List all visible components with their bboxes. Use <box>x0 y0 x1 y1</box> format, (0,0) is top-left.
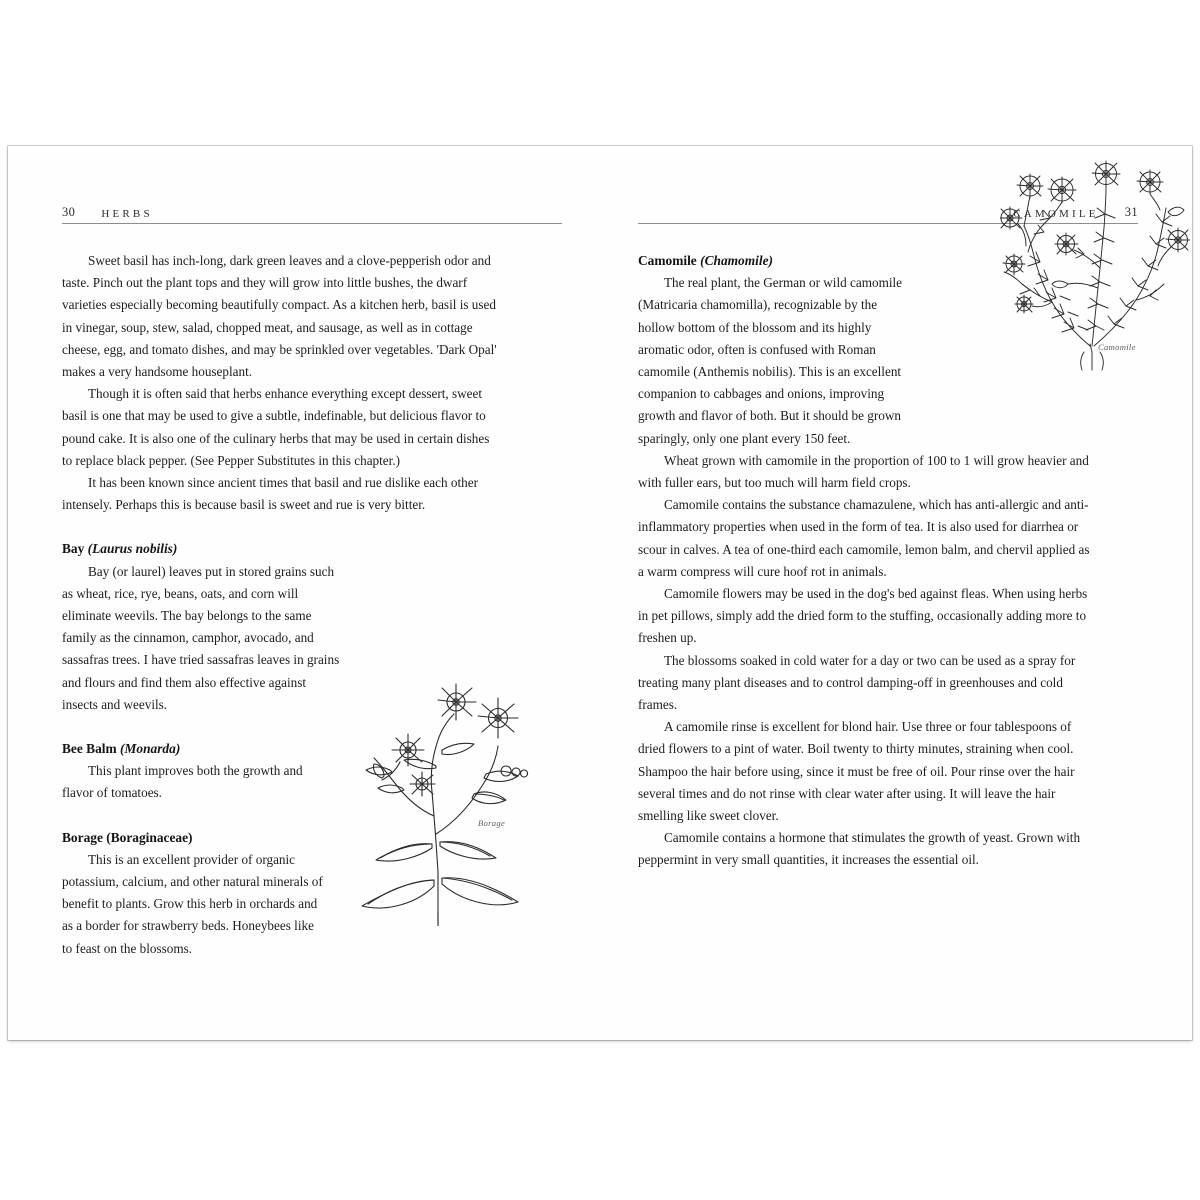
right-running-head <box>638 198 1138 224</box>
entry-heading-borage-common: Borage (Boraginaceae) <box>62 829 193 845</box>
book-spread <box>8 146 1192 1040</box>
right-text-column <box>638 250 1090 872</box>
entry-heading-bay <box>62 538 502 560</box>
left-page-folio: 30 <box>62 205 76 219</box>
camomile-illustration-caption: Camomile <box>1098 342 1136 352</box>
entry-heading-bee-balm-latin: (Monarda) <box>120 741 181 757</box>
entry-heading-camomile-latin: (Chamomile) <box>700 253 774 268</box>
entry-heading-bee-balm <box>62 738 502 760</box>
entry-heading-camomile-common: Camomile <box>638 253 701 268</box>
spacer <box>62 716 502 738</box>
paragraph-borage: This is an excellent provider of organic potassium, calcium, and other natural minerals of benefit to plants. Grow this herb in orchards and as a border for strawberry beds. Honeybees like to feast on the blossoms. <box>62 851 323 956</box>
left-text-column <box>62 250 502 960</box>
paragraph-camomile-intro: The real plant, the German or wild camomile (Matricaria chamomilla), recognizable by the hollow bottom of the blossom and its highly aromatic odor, often is confused with Roman camomile (Anthemis nobilis). This is an excellent companion to cabbages and onions, improving growth and flavor of both. But it should be grown sparingly, only one plant every 150 feet. <box>638 275 903 446</box>
paragraph-bee-balm: This plant improves both the growth and flavor of tomatoes. <box>62 763 303 801</box>
paragraph-camomile-wheat: Wheat grown with camomile in the proportion of 100 to 1 will grow heavier and with fuller ears, but too much will harm field crops. <box>638 452 1089 491</box>
left-page <box>8 146 600 1040</box>
paragraph-camomile-fleas: Camomile flowers may be used in the dog's bed against fleas. When using herbs in pet pillows, simply add the dried form to the stuffing, occasionally adding more to freshen up. <box>638 586 1088 646</box>
paragraph-camomile-hormone: Camomile contains a hormone that stimulates the growth of yeast. Grown with peppermint in very small quantities, it increases the essential oil. <box>638 830 1081 868</box>
right-page-folio: 31 <box>1124 205 1138 219</box>
paragraph-basil-1: Sweet basil has inch-long, dark green leaves and a clove-pepperish odor and taste. Pinch out the plant tops and they will grow into little bushes, the dwarf varieties especially becoming beautifully compact. As a kitchen herb, basil is used in vinegar, soup, stew, salad, chopped meat, and sausage, as well as in cottage cheese, egg, and tomato dishes, and may be sprinkled over vegetables. 'Dark Opal' makes a very handsome houseplant. <box>62 253 497 380</box>
entry-heading-camomile <box>638 250 1090 272</box>
paragraph-camomile-rinse: A camomile rinse is excellent for blond hair. Use three or four tablespoons of dried flowers to a pint of water. Boil twenty to thirty minutes, straining when cool. Shampoo the hair before using, since it must be free of oil. Pour rinse over the hair several times and do not rinse with clear water after using. It will leave the hair smelling like sweet clover. <box>638 719 1075 824</box>
spacer <box>62 516 502 538</box>
left-running-head-title: HERBS <box>101 208 153 220</box>
borage-illustration-caption: Borage <box>478 818 506 828</box>
left-running-head <box>62 198 562 224</box>
entry-heading-bay-common: Bay <box>62 541 88 557</box>
paragraph-bay: Bay (or laurel) leaves put in stored grains such as wheat, rice, rye, beans, oats, and corn will eliminate weevils. The bay belongs to the same family as the cinnamon, camphor, avocado, and sassafras trees. I have tried sassafras leaves in grains and flours and find them also effective against insects and weevils. <box>62 563 340 712</box>
entry-heading-bee-balm-common: Bee Balm <box>62 741 121 757</box>
right-running-head-title: CAMOMILE <box>1013 208 1099 220</box>
paragraph-basil-2: Though it is often said that herbs enhance everything except dessert, sweet basil is one that may be used to give a subtle, indefinable, but delicious flavor to pound cake. It is also one of the culinary herbs that may be used in certain dishes to replace black pepper. (See Pepper Substitutes in this chapter.) <box>62 386 490 468</box>
right-page <box>600 146 1192 1040</box>
paragraph-camomile-spray: The blossoms soaked in cold water for a day or two can be used as a spray for treating many plant diseases and to control damping-off in greenhouses and cold frames. <box>638 652 1076 713</box>
paragraph-camomile-chamazulene: Camomile contains the substance chamazulene, which has anti-allergic and anti-inflammatory properties when used in the form of tea. It is also used for diarrhea or scour in calves. A tea of one-third each camomile, lemon balm, and chervil applied as a warm compress will cure hoof rot in animals. <box>638 497 1090 579</box>
entry-heading-borage <box>62 827 502 849</box>
spacer <box>62 805 502 827</box>
paragraph-basil-3: It has been known since ancient times that basil and rue dislike each other intensely. Perhaps this is because basil is sweet and rue is very bitter. <box>62 475 479 513</box>
entry-heading-bay-latin: (Laurus nobilis) <box>87 541 178 557</box>
